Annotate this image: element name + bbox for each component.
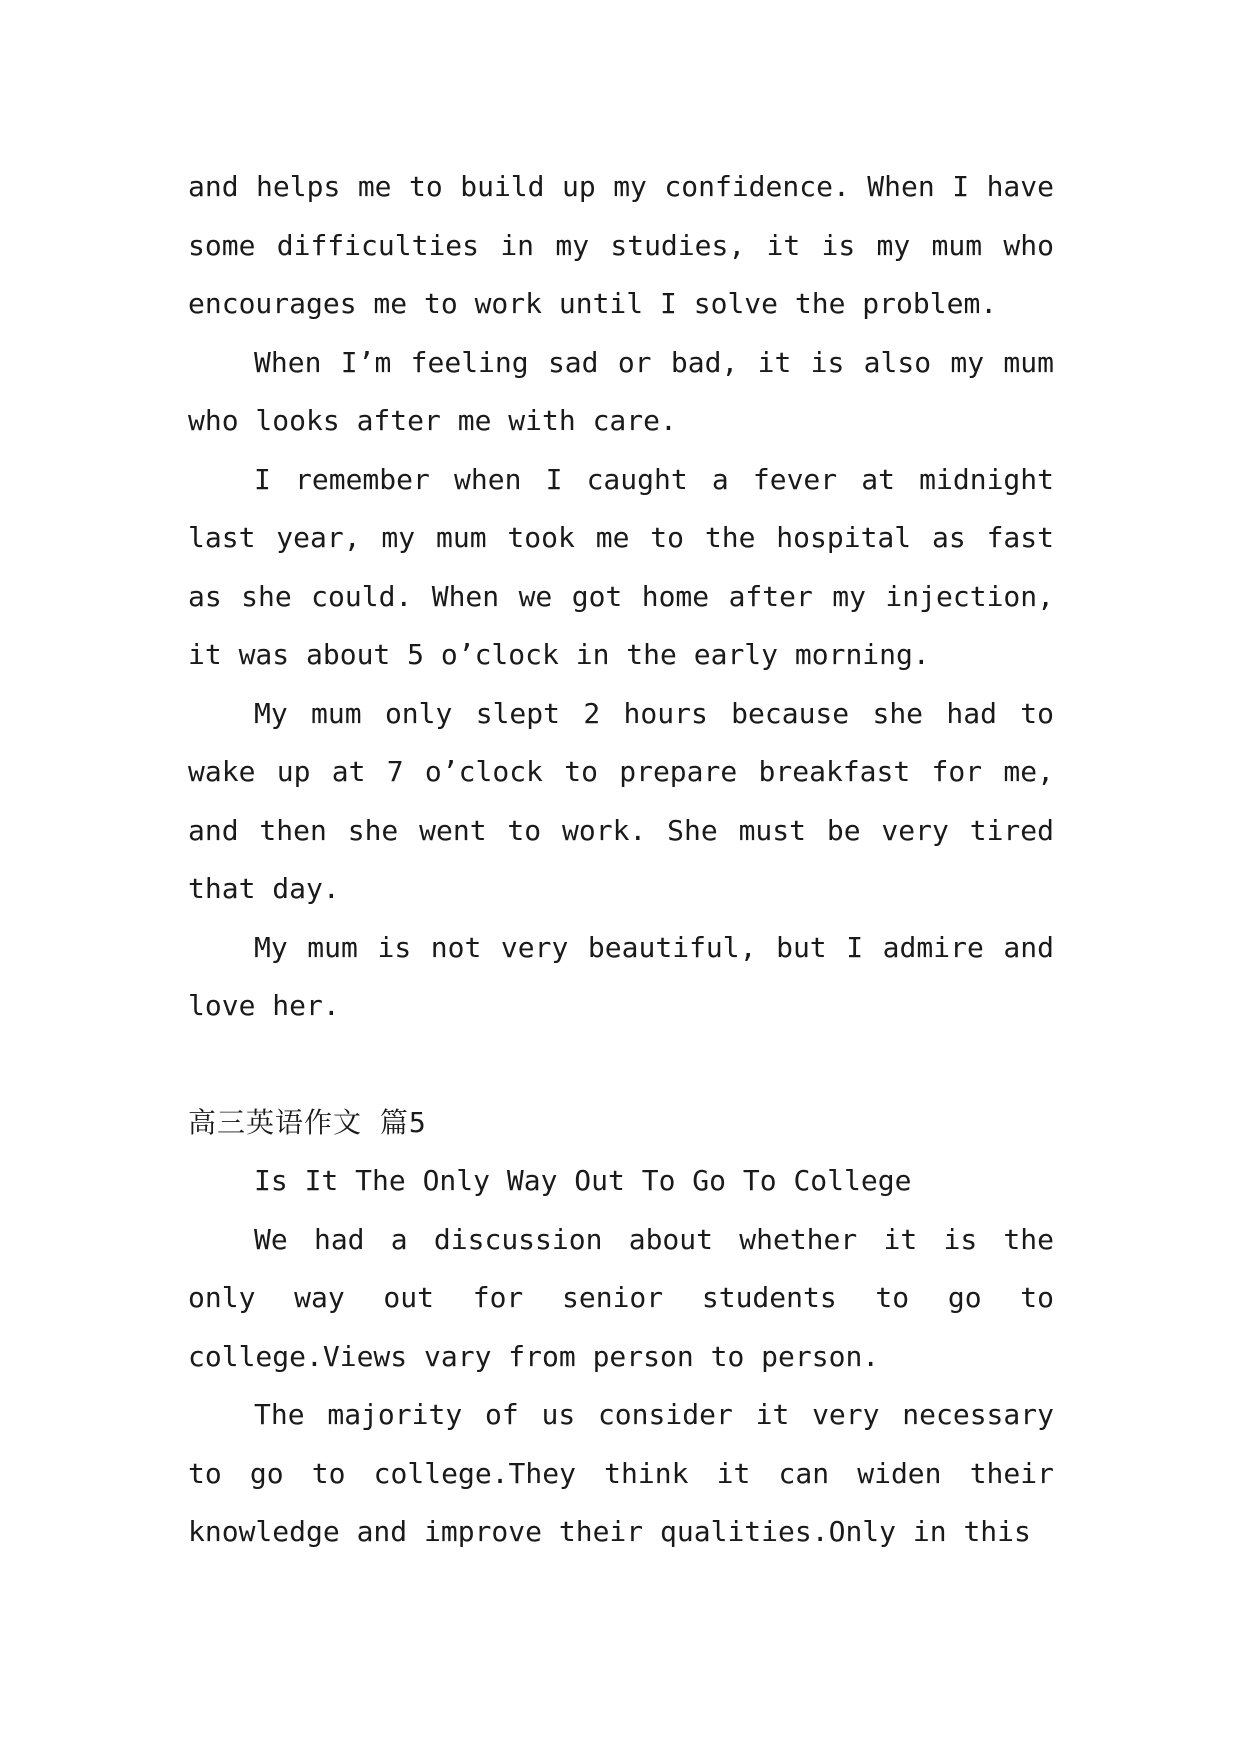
section-heading: 高三英语作文 篇5	[188, 1105, 427, 1139]
paragraph-2: When I’m feeling sad or bad, it is also my mum who looks after me with care.	[188, 345, 1054, 437]
paragraph-3: I remember when I caught a fever at midnight last year, my mum took me to the hospital as fast as she could. When we got home after my injection, it was about 5 o’clock in the early morning.	[188, 462, 1054, 671]
paragraph-1: and helps me to build up my confidence. When I have some difficulties in my studies, it is my mum who encourages me to work until I solve the problem.	[188, 170, 1054, 320]
paragraph-6: We had a discussion about whether it is the only way out for senior students to go to college.Views vary from person to person.	[188, 1222, 1054, 1373]
paragraph-5: My mum is not very beautiful, but I admire and love her.	[188, 930, 1054, 1022]
paragraph-4: My mum only slept 2 hours because she had to wake up at 7 o’clock to prepare breakfast for me, and then she went to work. She must be very tired that day.	[188, 696, 1054, 905]
document-body	[188, 158, 1054, 1562]
paragraph-7: The majority of us consider it very necessary to go to college.They think it can widen their knowledge and improve their qualities.Only in this	[188, 1398, 1054, 1548]
essay-title: Is It The Only Way Out To Go To College	[254, 1164, 912, 1197]
